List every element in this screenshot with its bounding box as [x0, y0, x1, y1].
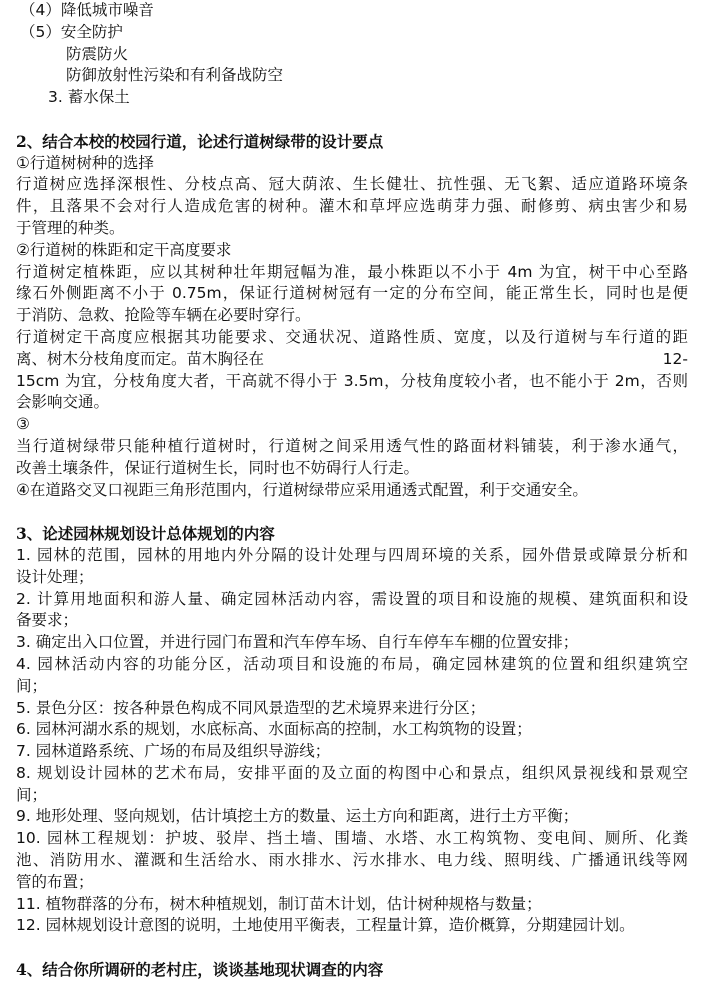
text-line: 防震防火 — [66, 44, 129, 63]
text-line: 管的布置； — [16, 872, 94, 891]
text-line: 15cm 为宜，分枝角度大者，干高就不得小于 3.5m，分枝角度较小者，也不能小于 2m，否则 — [16, 371, 688, 390]
text-line: 行道树定植株距，应以其树种壮年期冠幅为准，最小株距以不小于 4m 为宜，树干中心至路 — [16, 262, 688, 281]
text-line: 防御放射性污染和有利备战防空 — [66, 66, 284, 85]
text-line: 1. 园林的范围，园林的用地内外分隔的设计处理与四周环境的关系，园外借景或障景分析和 — [16, 545, 688, 564]
text-line: 4. 园林活动内容的功能分区，活动项目和设施的布局，确定园林建筑的位置和组织建筑空 — [16, 654, 688, 673]
text-line: 5. 景色分区：按各种景色构成不同风景造型的艺术境界来进行分区； — [16, 698, 486, 717]
section-heading: 3、论述园林规划设计总体规划的内容 — [16, 524, 275, 544]
text-line: 于消防、急救、抢险等车辆在必要时穿行。 — [16, 306, 311, 325]
text-line: 行道树定干高度应根据其功能要求、交通状况、道路性质、宽度，以及行道树与车行道的距 — [16, 327, 688, 346]
text-line: ①行道树树种的选择 — [16, 153, 154, 172]
text-line: ④在道路交叉口视距三角形范围内，行道树绿带应采用通透式配置，利于交通安全。 — [16, 480, 588, 499]
text-segment: 12- — [662, 349, 688, 368]
text-line: 件，且落果不会对行人造成危害的树种。灌木和草坪应选萌芽力强、耐修剪、病虫害少和易 — [16, 197, 688, 216]
text-line: 3. 确定出入口位置，并进行园门布置和汽车停车场、自行车停车车棚的位置安排； — [16, 633, 579, 652]
text-line: 池、消防用水、灌溉和生活给水、雨水排水、污水排水、电力线、照明线、广播通讯线等网 — [16, 851, 688, 870]
text-line: 会影响交通。 — [16, 393, 110, 412]
text-line: 行道树应选择深根性、分枝点高、冠大荫浓、生长健壮、抗性强、无飞絮、适应道路环境条 — [16, 175, 688, 194]
text-line: 备要求； — [16, 611, 79, 630]
text-line: 间； — [16, 785, 48, 804]
text-line: 3. 蓄水保土 — [48, 88, 130, 107]
text-line: 12. 园林规划设计意图的说明，土地使用平衡表，工程量计算，造价概算，分期建园计划。 — [16, 916, 635, 935]
text-line: （5）安全防护 — [20, 22, 123, 41]
text-line: 9. 地形处理、竖向规划，估计填挖土方的数量、运土方向和距离，进行土方平衡； — [16, 807, 579, 826]
text-line: 11. 植物群落的分布，树木种植规划，制订苗木计划，估计树种规格与数量； — [16, 894, 542, 913]
blank-line — [16, 501, 688, 523]
document-page — [16, 0, 688, 981]
text-line: ②行道树的株距和定干高度要求 — [16, 240, 232, 259]
text-line: 间； — [16, 676, 48, 695]
text-line — [16, 349, 688, 371]
text-line: 10. 园林工程规划：护坡、驳岸、挡土墙、围墙、水塔、水工构筑物、变电间、厕所、化粪 — [16, 829, 688, 848]
text-line: 6. 园林河湖水系的规划，水底标高、水面标高的控制，水工构筑物的设置； — [16, 720, 532, 739]
section-heading: 4、结合你所调研的老村庄，谈谈基地现状调查的内容 — [16, 960, 384, 980]
text-line: 当行道树绿带只能种植行道树时，行道树之间采用透气性的路面材料铺装，利于渗水通气， — [16, 436, 688, 455]
blank-line — [16, 109, 688, 131]
text-line: 8. 规划设计园林的艺术布局，安排平面的及立面的构图中心和景点，组织风景视线和景观空 — [16, 763, 688, 782]
text-line: 于管理的种类。 — [16, 218, 125, 237]
text-line: （4）降低城市噪音 — [20, 1, 154, 19]
text-line: 缘石外侧距离不小于 0.75m，保证行道树树冠有一定的分布空间，能正常生长，同时也是便 — [16, 284, 688, 303]
text-line: 2. 计算用地面积和游人量、确定园林活动内容，需设置的项目和设施的规模、建筑面积和设 — [16, 589, 688, 608]
text-line: 改善土壤条件，保证行道树生长，同时也不妨碍行人行走。 — [16, 458, 420, 477]
blank-line — [16, 937, 688, 959]
text-line: 设计处理； — [16, 567, 94, 586]
text-line: ③ — [16, 415, 30, 434]
text-line: 7. 园林道路系统、广场的布局及组织导游线； — [16, 742, 331, 761]
section-heading: 2、结合本校的校园行道，论述行道树绿带的设计要点 — [16, 131, 384, 151]
text-segment: 离、树木分枝角度而定。苗木胸径在 — [16, 349, 265, 368]
